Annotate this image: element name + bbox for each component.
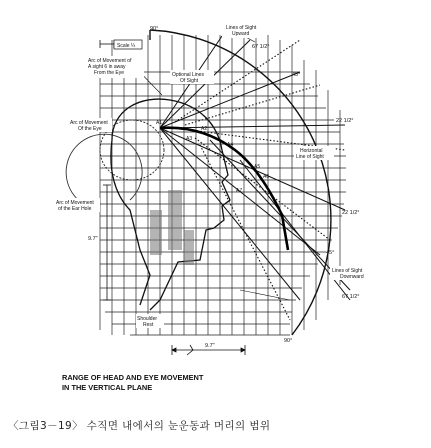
scale-label: Scale ¼ <box>117 43 136 49</box>
lines-up-label-2: Upward <box>232 31 250 37</box>
angle-45-bottom: 45° <box>326 250 335 256</box>
arc-ear-label-2: of the Ear Hole <box>58 206 92 212</box>
optional-lines-label-1: Optional Lines <box>172 72 204 78</box>
angle-67-bottom: 67 1/2° <box>342 294 360 300</box>
ear-hole-arc <box>66 134 142 205</box>
arc-sight-label-1: Arc of Movement of <box>88 58 132 64</box>
angle-45-top: 45° <box>292 72 301 78</box>
vertical-dimension-label: 9.7" <box>88 236 98 242</box>
point-a4: A4 <box>227 142 234 148</box>
point-a1: A1 <box>156 120 163 126</box>
point-a2: A2 <box>201 126 208 132</box>
angle-67-top: 67 1/2° <box>252 44 270 50</box>
horizontal-label-1: Horizontal <box>300 148 323 154</box>
point-a6: A6 <box>263 174 270 180</box>
lines-down-label-2: Downward <box>340 274 364 280</box>
angle-22-top: 22 1/2° <box>336 118 354 124</box>
arc-eye-label-1: Arc of Movement <box>70 120 108 126</box>
figure-caption: 〈그림3－19〉 수직면 내에서의 눈운동과 머리의 범위 <box>8 420 271 432</box>
lines-up-label-1: Lines of Sight <box>226 25 257 31</box>
arc-eye-label-2: Of the Eye <box>78 126 102 132</box>
shoulder-label-2: Rest <box>143 322 154 328</box>
optional-lines-label-2: Of Sight <box>180 78 199 84</box>
lines-down-label-1: Lines of Sight <box>332 268 363 274</box>
figure-title-line-2: IN THE VERTICAL PLANE <box>62 383 153 392</box>
arc-sight-label-2: A sight 6 in away <box>88 64 126 70</box>
horizontal-dimension-label: 9.7" <box>205 343 215 349</box>
angle-90-top: 90° <box>150 26 159 32</box>
point-a3: A3 <box>186 136 193 142</box>
arc-ear-label-1: Arc of Movement <box>56 200 94 206</box>
horizontal-label-2: Line of Sight <box>296 154 324 160</box>
point-a7: A7 <box>236 188 243 194</box>
angle-22-bottom: 22 1/2° <box>342 210 360 216</box>
point-a5: A5 <box>254 164 261 170</box>
figure-title-line-1: RANGE OF HEAD AND EYE MOVEMENT <box>62 373 204 382</box>
angle-90-bottom: 90° <box>284 338 293 344</box>
shoulder-label-1: Shoulder <box>137 316 158 322</box>
arc-sight-label-3: From the Eye <box>94 70 125 76</box>
